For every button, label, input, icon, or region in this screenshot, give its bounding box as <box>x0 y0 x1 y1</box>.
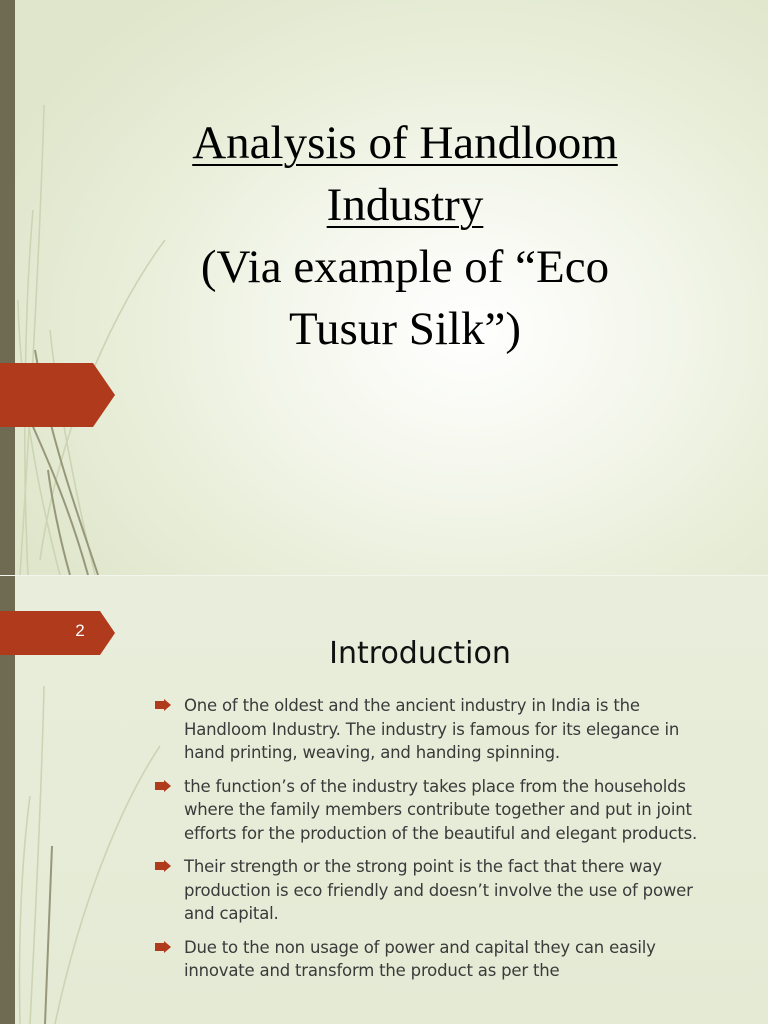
side-bar <box>0 0 15 575</box>
title-line-1: Analysis of Handloom <box>192 117 618 169</box>
bullet-text: One of the oldest and the ancient industry in India is the Handloom Industry. The industry is famous for its elegance in hand printing, weaving, and handing spinning. <box>184 696 680 762</box>
accent-tab <box>0 363 115 427</box>
list-item <box>155 936 715 983</box>
bullet-text: the function’s of the industry takes place from the households where the family members contribute together and put in joint efforts for the production of the beautiful and elegant products. <box>184 776 698 843</box>
slide-number-tab <box>0 611 115 655</box>
arrow-bullet-icon <box>155 699 171 711</box>
list-item <box>155 855 715 926</box>
list-item <box>155 694 715 765</box>
arrow-bullet-icon <box>155 941 171 953</box>
bullet-list <box>155 694 715 993</box>
arrow-bullet-icon <box>155 780 171 792</box>
bullet-text: Due to the non usage of power and capital they can easily innovate and transform the product as per the <box>184 937 656 980</box>
title-line-2: Industry <box>326 179 484 231</box>
slide-number: 2 <box>75 621 85 640</box>
arrow-bullet-icon <box>155 860 171 872</box>
slide-heading: Introduction <box>329 636 511 671</box>
list-item <box>155 775 715 846</box>
slide-title <box>150 112 660 360</box>
subtitle-line-1: (Via example of “Eco <box>200 241 610 293</box>
bullet-text: Their strength or the strong point is the fact that there way production is eco friendly and doesn’t involve the use of power and capital. <box>184 857 693 923</box>
subtitle-line-2: Tusur Silk”) <box>288 303 522 355</box>
introduction-slide <box>0 576 768 1024</box>
